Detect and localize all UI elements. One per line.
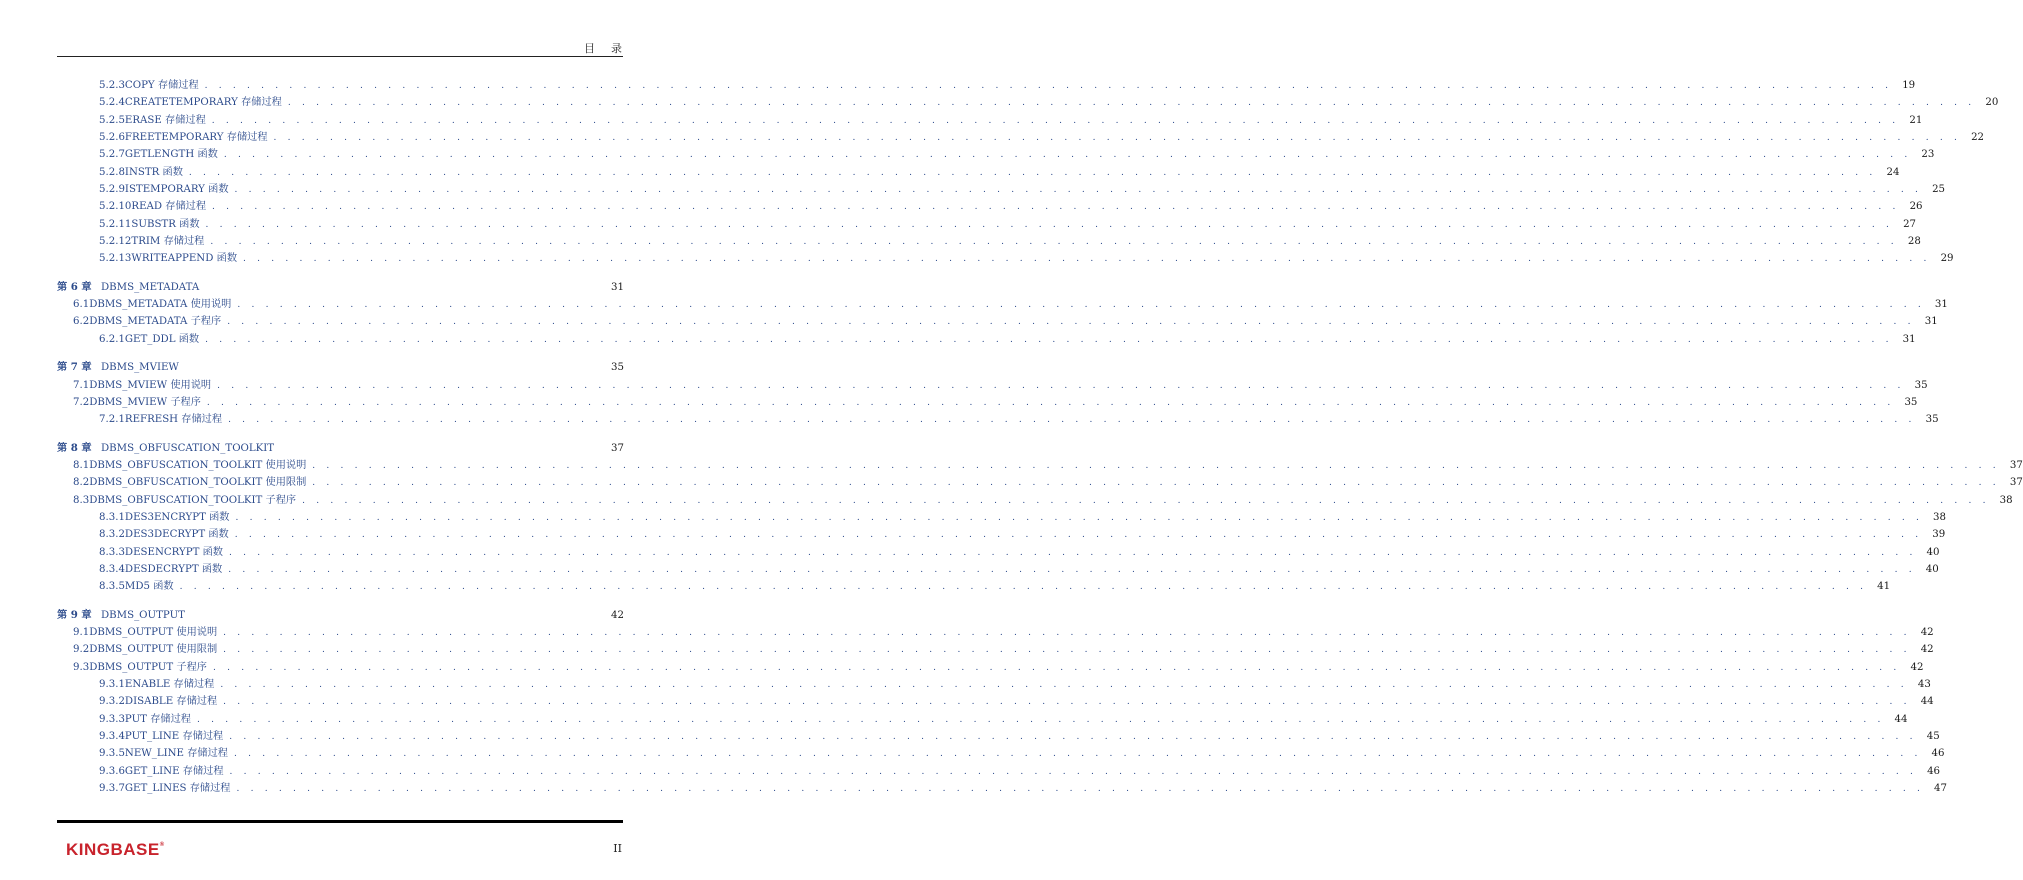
toc-entry[interactable]: [57, 145, 1935, 162]
footer-rule: [57, 820, 623, 823]
toc-entry[interactable]: [57, 312, 1938, 329]
toc-dot-leader: . . . . . . . . . . . . . . . . . . . . . . . . . . . . . . . . . . . . . . . . . . . . . . . . . . . . . . . . . . . . . . . . . . . . . . . . . . . . . . . . . . . . . . . . . . . . . . . . . . . . . . . . . . . . . . . . . . . . . . . .: [223, 645, 1911, 656]
kingbase-logo: [66, 840, 165, 860]
toc-entry-title: DESDECRYPT 函数: [124, 563, 223, 575]
toc-entry-title: DBMS_METADATA 使用说明: [89, 299, 232, 311]
toc-entry[interactable]: [57, 163, 1900, 180]
toc-entry[interactable]: [57, 295, 1948, 312]
toc-entry-title: DES3DECRYPT 函数: [124, 529, 229, 541]
toc-entry[interactable]: [57, 692, 1934, 709]
toc-dot-leader: . . . . . . . . . . . . . . . . . . . . . . . . . . . . . . . . . . . . . . . . . . . . . . . . . . . . . . . . . . . . . . . . . . . . . . . . . . . . . . . . . . . . . . . . . . . . . . . . . . . . . . . . . . . . . . . . . . . . . . . .: [227, 317, 1915, 328]
toc-entry-page: 23: [1921, 149, 1935, 161]
toc-entry-title: GET_LINE 存储过程: [124, 765, 224, 777]
toc-entry-page: 19: [1902, 80, 1916, 91]
toc-chapter-entry[interactable]: [57, 606, 623, 623]
toc-entry-page: 21: [1909, 114, 1923, 126]
toc-dot-leader: . . . . . . . . . . . . . . . . . . . . . . . . . . . . . . . . . . . . . . . . . . . . . . . . . . . . . . . . . . . . . . . . . . . . . . . . . . . . . . . . . . . . . . . . . . . . . . . . . . . . . . . . . . . . . . . . . . . . . . . .: [205, 334, 1893, 345]
toc-entry[interactable]: [57, 197, 1923, 214]
toc-entry-title: PUT_LINE 存储过程: [124, 731, 224, 743]
toc-dot-leader: . . . . . . . . . . . . . . . . . . . . . . . . . . . . . . . . . . . . . . . . . . . . . . . . . . . . . . . . . . . . . . . . . . . . . . . . . . . . . . . . . . . . . . . . . . . . . . . . . . . . . . . . . . . . . . . . . . . . . . . .: [220, 680, 1908, 690]
toc-entry-number: 6.1: [73, 299, 90, 311]
toc-entry[interactable]: [57, 710, 1908, 727]
toc-dot-leader: . . . . . . . . . . . . . . . . . . . . . . . . . . . . . . . . . . . . . . . . . . . . . . . . . . . . . . . . . . . . . . . . . . . . . . . . . . . . . . . . . . . . . . . . . . . . . . . . . . . . . . . . . . . . . . . . . . . . . . . .: [312, 460, 2000, 471]
toc-entry-number: 5.2.5: [99, 114, 125, 126]
toc-entry-number: 8.3.1: [99, 511, 125, 523]
toc-entry-number: 5.2.6: [99, 132, 125, 144]
toc-dot-leader: . . . . . . . . . . . . . . . . . . . . . . . . . . . . . . . . . . . . . . . . . . . . . . . . . . . . . . . . . . . . . . . . . . . . . . . . . . . . . . . . . . . . . . . . . . . . . . . . . . . . . . . . . . . . . . . . . . . . . . . .: [228, 564, 1916, 575]
toc-entry-number: 第 8 章: [57, 441, 92, 454]
toc-entry-number: 9.3.3: [99, 713, 125, 725]
toc-entry-number: 5.2.9: [99, 184, 125, 196]
toc-entry-number: 6.2: [73, 316, 90, 328]
toc-entry[interactable]: [57, 410, 1939, 427]
toc-dot-leader: . . . . . . . . . . . . . . . . . . . . . . . . . . . . . . . . . . . . . . . . . . . . . . . . . . . . . . . . . . . . . . . . . . . . . . . . . . . . . . . . . . . . . . . . . . . . . . . . . . . . . . . . . . . . . . . . . . . . . . . .: [188, 167, 1877, 178]
toc-dot-leader: . . . . . . . . . . . . . . . . . . . . . . . . . . . . . . . . . . . . . . . . . . . . . . . . . . . . . . . . . . . . . . . . . . . . . . . . . . . . . . . . . . . . . . . . . . . . . . . . . . . . . . . . . . . . . . . . . . . . . . . .: [287, 98, 1976, 109]
toc-entry[interactable]: [57, 215, 1917, 232]
toc-entry[interactable]: [57, 376, 1928, 393]
toc-dot-leader: . . . . . . . . . . . . . . . . . . . . . . . . . . . . . . . . . . . . . . . . . . . . . . . . . . . . . . . . . . . . . . . . . . . . . . . . . . . . . . . . . . . . . . . . . . . . . . . . . . . . . . . . . . . . . . . . . . . . . . . .: [196, 714, 1885, 725]
toc-entry-page: 35: [611, 362, 624, 374]
toc-entry-page: 37: [2009, 459, 2023, 471]
toc-entry-page: 27: [1903, 218, 1917, 230]
toc-entry-page: 28: [1907, 236, 1921, 248]
toc-entry-page: 29: [1940, 253, 1954, 265]
toc-dot-leader: . . . . . . . . . . . . . . . . . . . . . . . . . . . . . . . . . . . . . . . . . . . . . . . . . . . . . . . . . . . . . . . . . . . . . . . . . . . . . . . . . . . . . . . . . . . . . . . . . . . . . . . . . . . . . . . . . . . . . . . .: [302, 495, 1990, 506]
toc-entry-number: 9.2: [73, 644, 90, 656]
toc-entry-title: DBMS_OUTPUT 使用说明: [89, 626, 218, 638]
toc-dot-leader: . . . . . . . . . . . . . . . . . . . . . . . . . . . . . . . . . . . . . . . . . . . . . . . . . . . . . . . . . . . . . . . . . . . . . . . . . . . . . . . . . . . . . . . . . . . . . . . . . . . . . . . . . . . . . . . . . . . . . . . .: [243, 254, 1931, 265]
toc-entry-title: TRIM 存储过程: [131, 236, 205, 248]
toc-entry-page: 42: [1910, 661, 1924, 673]
toc-entry-title: ISTEMPORARY 函数: [124, 184, 229, 196]
toc-entry[interactable]: [57, 473, 2023, 490]
toc-dot-leader: . . . . . . . . . . . . . . . . . . . . . . . . . . . . . . . . . . . . . . . . . . . . . . . . . . . . . . . . . . . . . . . . . . . . . . . . . . . . . . . . . . . . . . . . . . . . . . . . . . . . . . . . . . . . . . . . . . . . . . . .: [312, 478, 2000, 489]
toc-entry-title: GET_LINES 存储过程: [124, 783, 231, 795]
toc-chapter-entry[interactable]: [57, 439, 623, 456]
toc-entry[interactable]: [57, 727, 1940, 744]
toc-entry-page: 38: [1999, 494, 2013, 506]
toc-entry-page: 24: [1886, 166, 1900, 178]
toc-entry-number: 9.3.2: [99, 696, 125, 708]
toc-entry-title: DBMS_OBFUSCATION_TOOLKIT 使用说明: [89, 459, 307, 471]
toc-entry-title: DBMS_MVIEW 子程序: [89, 396, 201, 408]
toc-entry-page: 22: [1971, 132, 1985, 144]
toc-entry-number: 9.3.5: [99, 748, 125, 760]
toc-entry-number: 9.3.4: [99, 731, 125, 743]
logo-registered-mark: ®: [159, 842, 165, 848]
toc-entry[interactable]: [57, 393, 1918, 410]
toc-entry-number: 第 9 章: [57, 608, 92, 621]
toc-entry-title: FREETEMPORARY 存储过程: [124, 132, 268, 144]
toc-entry-number: 5.2.13: [99, 253, 132, 265]
toc-entry[interactable]: [57, 249, 1954, 266]
toc-entry[interactable]: [57, 180, 1946, 197]
toc-entry-title: MD5 函数: [124, 581, 174, 593]
toc-entry-number: 第 6 章: [57, 280, 92, 293]
toc-entry-title: DBMS_MVIEW: [101, 362, 179, 374]
toc-entry[interactable]: [57, 508, 1946, 525]
toc-entry-title: GETLENGTH 函数: [124, 149, 218, 161]
toc-dot-leader: . . . . . . . . . . . . . . . . . . . . . . . . . . . . . . . . . . . . . . . . . . . . . . . . . . . . . . . . . . . . . . . . . . . . . . . . . . . . . . . . . . . . . . . . . . . . . . . . . . . . . . . . . . . . . . . . . . . . . . . .: [234, 530, 1923, 541]
page-number: II: [613, 842, 622, 855]
toc-entry-number: 7.2.1: [99, 414, 125, 426]
toc-entry-number: 5.2.7: [99, 149, 125, 161]
toc-entry-page: 31: [1924, 316, 1938, 328]
toc-entry-number: 5.2.10: [99, 201, 132, 213]
toc-entry[interactable]: [57, 762, 1941, 779]
toc-entry-page: 40: [1925, 563, 1939, 575]
toc-dot-leader: . . . . . . . . . . . . . . . . . . . . . . . . . . . . . . . . . . . . . . . . . . . . . . . . . . . . . . . . . . . . . . . . . . . . . . . . . . . . . . . . . . . . . . . . . . . . . . . . . . . . . . . . . . . . . . . . . . . . . . . .: [223, 150, 1912, 161]
toc-entry-page: 39: [1932, 529, 1946, 541]
toc-entry-number: 5.2.3: [99, 80, 125, 91]
toc-entry[interactable]: [57, 93, 1999, 110]
toc-dot-leader: . . . . . . . . . . . . . . . . . . . . . . . . . . . . . . . . . . . . . . . . . . . . . . . . . . . . . . . . . . . . . . . . . . . . . . . . . . . . . . . . . . . . . . . . . . . . . . . . . . . . . . . . . . . . . . . . . . . . . . . .: [237, 300, 1925, 311]
toc-entry-page: 46: [1931, 748, 1945, 760]
toc-dot-leader: . . . . . . . . . . . . . . . . . . . . . . . . . . . . . . . . . . . . . . . . . . . . . . . . . . . . . . . . . . . . . . . . . . . . . . . . . . . . . . . . . . . . . . . . . . . . . . . . . . . . . . . . . . . . . . . . . . . . . . . .: [234, 185, 1923, 196]
toc-entry-page: 25: [1932, 184, 1946, 196]
toc-dot-leader: . . . . . . . . . . . . . . . . . . . . . . . . . . . . . . . . . . . . . . . . . . . . . . . . . . . . . . . . . . . . . . . . . . . . . . . . . . . . . . . . . . . . . . . . . . . . . . . . . . . . . . . . . . . . . . . . . . . . . . . .: [210, 237, 1898, 248]
toc-entry-page: 37: [611, 442, 624, 454]
toc-entry[interactable]: [57, 744, 1945, 761]
toc-entry-page: 41: [1877, 581, 1891, 593]
toc-entry-page: 31: [1902, 333, 1916, 345]
toc-entry-number: 8.2: [73, 477, 90, 489]
toc-entry-number: 8.3.2: [99, 529, 125, 541]
toc-entry-title: DBMS_OUTPUT 使用限制: [89, 644, 218, 656]
toc-entry-number: 7.1: [73, 379, 90, 391]
toc-entry[interactable]: [57, 779, 1948, 796]
toc-entry-title: DBMS_OBFUSCATION_TOOLKIT 使用限制: [89, 477, 307, 489]
toc-entry-number: 9.1: [73, 626, 90, 638]
toc-entry[interactable]: [57, 623, 1934, 640]
toc-entry-page: 38: [1933, 511, 1946, 523]
toc-entry-title: COPY 存储过程: [124, 80, 199, 91]
toc-entry[interactable]: [57, 640, 1934, 657]
toc-chapter-entry[interactable]: [57, 278, 623, 295]
toc-entry-title: REFRESH 存储过程: [124, 414, 223, 426]
toc-entry-page: 35: [1904, 396, 1918, 408]
toc-entry-title: DBMS_OUTPUT: [101, 609, 185, 621]
toc-dot-leader: . . . . . . . . . . . . . . . . . . . . . . . . . . . . . . . . . . . . . . . . . . . . . . . . . . . . . . . . . . . . . . . . . . . . . . . . . . . . . . . . . . . . . . . . . . . . . . . . . . . . . . . . . . . . . . . . . . . . . . . .: [229, 766, 1918, 777]
toc-entry-page: 35: [1925, 414, 1939, 426]
toc-entry-title: INSTR 函数: [124, 166, 183, 178]
toc-entry-page: 47: [1934, 783, 1948, 795]
toc-entry-title: WRITEAPPEND 函数: [131, 253, 238, 265]
logo-text: KINGBASE: [66, 840, 160, 859]
toc-entry-number: 9.3.1: [99, 679, 125, 690]
toc-entry-number: 5.2.4: [99, 97, 125, 109]
toc-entry-page: 31: [611, 281, 624, 293]
toc-entry-page: 45: [1926, 731, 1940, 743]
toc-entry-title: DISABLE 存储过程: [124, 696, 218, 708]
toc-entry-title: ENABLE 存储过程: [124, 679, 215, 690]
toc-entry[interactable]: [57, 658, 1924, 675]
toc-entry-page: 20: [1985, 97, 1999, 109]
toc-entry-title: DBMS_OBFUSCATION_TOOLKIT: [101, 442, 275, 454]
toc-dot-leader: . . . . . . . . . . . . . . . . . . . . . . . . . . . . . . . . . . . . . . . . . . . . . . . . . . . . . . . . . . . . . . . . . . . . . . . . . . . . . . . . . . . . . . . . . . . . . . . . . . . . . . . . . . . . . . . . . . . . . . . .: [211, 115, 1900, 126]
toc-dot-leader: . . . . . . . . . . . . . . . . . . . . . . . . . . . . . . . . . . . . . . . . . . . . . . . . . . . . . . . . . . . . . . . . . . . . . . . . . . . . . . . . . . . . . . . . . . . . . . . . . . . . . . . . . . . . . . . . . . . . . . . .: [228, 415, 1916, 426]
toc-dot-leader: . . . . . . . . . . . . . . . . . . . . . . . . . . . . . . . . . . . . . . . . . . . . . . . . . . . . . . . . . . . . . . . . . . . . . . . . . . . . . . . . . . . . . . . . . . . . . . . . . . . . . . . . . . . . . . . . . . . . . . . .: [204, 81, 1893, 91]
toc-entry[interactable]: [57, 560, 1939, 577]
toc-entry[interactable]: [57, 675, 1931, 692]
header-rule: [57, 56, 623, 57]
toc-entry[interactable]: [57, 456, 2023, 473]
toc-entry-title: ERASE 存储过程: [124, 114, 206, 126]
toc-entry-title: DESENCRYPT 函数: [124, 546, 223, 558]
toc-entry[interactable]: [57, 543, 1940, 560]
toc-entry[interactable]: [57, 128, 1985, 145]
toc-entry-title: DES3ENCRYPT 函数: [124, 511, 230, 523]
toc-entry-page: 42: [1920, 626, 1934, 638]
toc-entry-title: DBMS_METADATA 子程序: [89, 316, 222, 328]
toc-entry-title: READ 存储过程: [131, 201, 207, 213]
toc-entry-page: 26: [1909, 201, 1923, 213]
toc-dot-leader: . . . . . . . . . . . . . . . . . . . . . . . . . . . . . . . . . . . . . . . . . . . . . . . . . . . . . . . . . . . . . . . . . . . . . . . . . . . . . . . . . . . . . . . . . . . . . . . . . . . . . . . . . . . . . . . . . . . . . . . .: [212, 662, 1901, 673]
toc-entry-page: 46: [1927, 765, 1941, 777]
toc-entry-number: 8.3.3: [99, 546, 125, 558]
table-of-contents: [57, 76, 2023, 796]
toc-dot-leader: . . . . . . . . . . . . . . . . . . . . . . . . . . . . . . . . . . . . . . . . . . . . . . . . . . . . . . . . . . . . . . . . . . . . . . . . . . . . . . . . . . . . . . . . . . . . . . . . . . . . . . . . . . . . . . . . . . . . . . . .: [273, 133, 1962, 144]
toc-entry[interactable]: [57, 525, 1946, 542]
toc-entry-page: 40: [1926, 546, 1940, 558]
toc-dot-leader: . . . . . . . . . . . . . . . . . . . . . . . . . . . . . . . . . . . . . . . . . . . . . . . . . . . . . . . . . . . . . . . . . . . . . . . . . . . . . . . . . . . . . . . . . . . . . . . . . . . . . . . . . . . . . . . . . . . . . . . .: [212, 202, 1900, 213]
toc-entry-page: 44: [1894, 713, 1908, 725]
toc-dot-leader: . . . . . . . . . . . . . . . . . . . . . . . . . . . . . . . . . . . . . . . . . . . . . . . . . . . . . . . . . . . . . . . . . . . . . . . . . . . . . . . . . . . . . . . . . . . . . . . . . . . . . . . . . . . . . . . . . . . . . . . .: [223, 697, 1911, 708]
toc-dot-leader: . . . . . . . . . . . . . . . . . . . . . . . . . . . . . . . . . . . . . . . . . . . . . . . . . . . . . . . . . . . . . . . . . . . . . . . . . . . . . . . . . . . . . . . . . . . . . . . . . . . . . . . . . . . . . . . . . . . . . . . .: [236, 784, 1925, 795]
toc-entry-number: 9.3.7: [99, 783, 125, 795]
toc-entry-page: 35: [1914, 379, 1928, 391]
toc-entry-number: 9.3.6: [99, 765, 125, 777]
toc-entry-number: 8.3.5: [99, 581, 125, 593]
toc-entry-page: 42: [611, 609, 624, 621]
toc-entry[interactable]: [57, 577, 1891, 594]
toc-entry-number: 7.2: [73, 396, 90, 408]
toc-dot-leader: . . . . . . . . . . . . . . . . . . . . . . . . . . . . . . . . . . . . . . . . . . . . . . . . . . . . . . . . . . . . . . . . . . . . . . . . . . . . . . . . . . . . . . . . . . . . . . . . . . . . . . . . . . . . . . . . . . . . . . . .: [229, 547, 1917, 558]
toc-entry-title: PUT 存储过程: [124, 713, 191, 725]
toc-entry-title: DBMS_OBFUSCATION_TOOLKIT 子程序: [89, 494, 297, 506]
toc-entry-number: 8.3: [73, 494, 90, 506]
toc-dot-leader: . . . . . . . . . . . . . . . . . . . . . . . . . . . . . . . . . . . . . . . . . . . . . . . . . . . . . . . . . . . . . . . . . . . . . . . . . . . . . . . . . . . . . . . . . . . . . . . . . . . . . . . . . . . . . . . . . . . . . . . .: [223, 627, 1911, 638]
toc-entry-title: DBMS_OUTPUT 子程序: [89, 661, 207, 673]
toc-entry-page: 42: [1920, 644, 1934, 656]
toc-entry-number: 第 7 章: [57, 361, 92, 374]
toc-entry[interactable]: [57, 76, 1916, 93]
toc-entry[interactable]: [57, 232, 1921, 249]
toc-entry-title: NEW_LINE 存储过程: [124, 748, 228, 760]
toc-entry-number: 5.2.12: [99, 236, 132, 248]
page-header-title: 目录: [584, 42, 638, 55]
toc-entry-number: 5.2.11: [99, 218, 132, 230]
toc-entry-number: 8.3.4: [99, 563, 125, 575]
toc-entry-page: 43: [1917, 679, 1931, 690]
toc-entry[interactable]: [57, 111, 1923, 128]
toc-dot-leader: . . . . . . . . . . . . . . . . . . . . . . . . . . . . . . . . . . . . . . . . . . . . . . . . . . . . . . . . . . . . . . . . . . . . . . . . . . . . . . . . . . . . . . . . . . . . . . . . . . . . . . . . . . . . . . . . . . . . . . . .: [205, 219, 1894, 230]
toc-entry-number: 8.1: [73, 459, 90, 471]
toc-entry-title: DBMS_MVIEW 使用说明: [89, 379, 212, 391]
toc-dot-leader: . . . . . . . . . . . . . . . . . . . . . . . . . . . . . . . . . . . . . . . . . . . . . . . . . . . . . . . . . . . . . . . . . . . . . . . . . . . . . . . . . . . . . . . . . . . . . . . . . . . . . . . . . . . . . . . . . . . . . . . .: [179, 582, 1868, 593]
toc-entry[interactable]: [57, 330, 1916, 347]
toc-entry-page: 44: [1920, 696, 1934, 708]
toc-dot-leader: . . . . . . . . . . . . . . . . . . . . . . . . . . . . . . . . . . . . . . . . . . . . . . . . . . . . . . . . . . . . . . . . . . . . . . . . . . . . . . . . . . . . . . . . . . . . . . . . . . . . . . . . . . . . . . . . . . . . . . . .: [217, 380, 1905, 391]
toc-entry-number: 6.2.1: [99, 333, 125, 345]
toc-entry-page: 37: [2009, 477, 2023, 489]
toc-dot-leader: . . . . . . . . . . . . . . . . . . . . . . . . . . . . . . . . . . . . . . . . . . . . . . . . . . . . . . . . . . . . . . . . . . . . . . . . . . . . . . . . . . . . . . . . . . . . . . . . . . . . . . . . . . . . . . . . . . . . . . . .: [233, 749, 1922, 760]
toc-entry-title: SUBSTR 函数: [131, 218, 200, 230]
toc-dot-leader: . . . . . . . . . . . . . . . . . . . . . . . . . . . . . . . . . . . . . . . . . . . . . . . . . . . . . . . . . . . . . . . . . . . . . . . . . . . . . . . . . . . . . . . . . . . . . . . . . . . . . . . . . . . . . . . . . . . . . . . .: [235, 512, 1924, 523]
toc-dot-leader: . . . . . . . . . . . . . . . . . . . . . . . . . . . . . . . . . . . . . . . . . . . . . . . . . . . . . . . . . . . . . . . . . . . . . . . . . . . . . . . . . . . . . . . . . . . . . . . . . . . . . . . . . . . . . . . . . . . . . . . .: [206, 397, 1895, 408]
toc-entry[interactable]: [57, 491, 2013, 508]
toc-entry-title: DBMS_METADATA: [101, 281, 200, 293]
toc-entry-number: 5.2.8: [99, 166, 125, 178]
toc-entry-page: 31: [1934, 299, 1948, 311]
toc-entry-number: 9.3: [73, 661, 90, 673]
toc-chapter-entry[interactable]: [57, 358, 623, 375]
toc-entry-title: CREATETEMPORARY 存储过程: [124, 97, 282, 109]
toc-dot-leader: . . . . . . . . . . . . . . . . . . . . . . . . . . . . . . . . . . . . . . . . . . . . . . . . . . . . . . . . . . . . . . . . . . . . . . . . . . . . . . . . . . . . . . . . . . . . . . . . . . . . . . . . . . . . . . . . . . . . . . . .: [229, 732, 1917, 743]
toc-entry-title: GET_DDL 函数: [124, 333, 200, 345]
